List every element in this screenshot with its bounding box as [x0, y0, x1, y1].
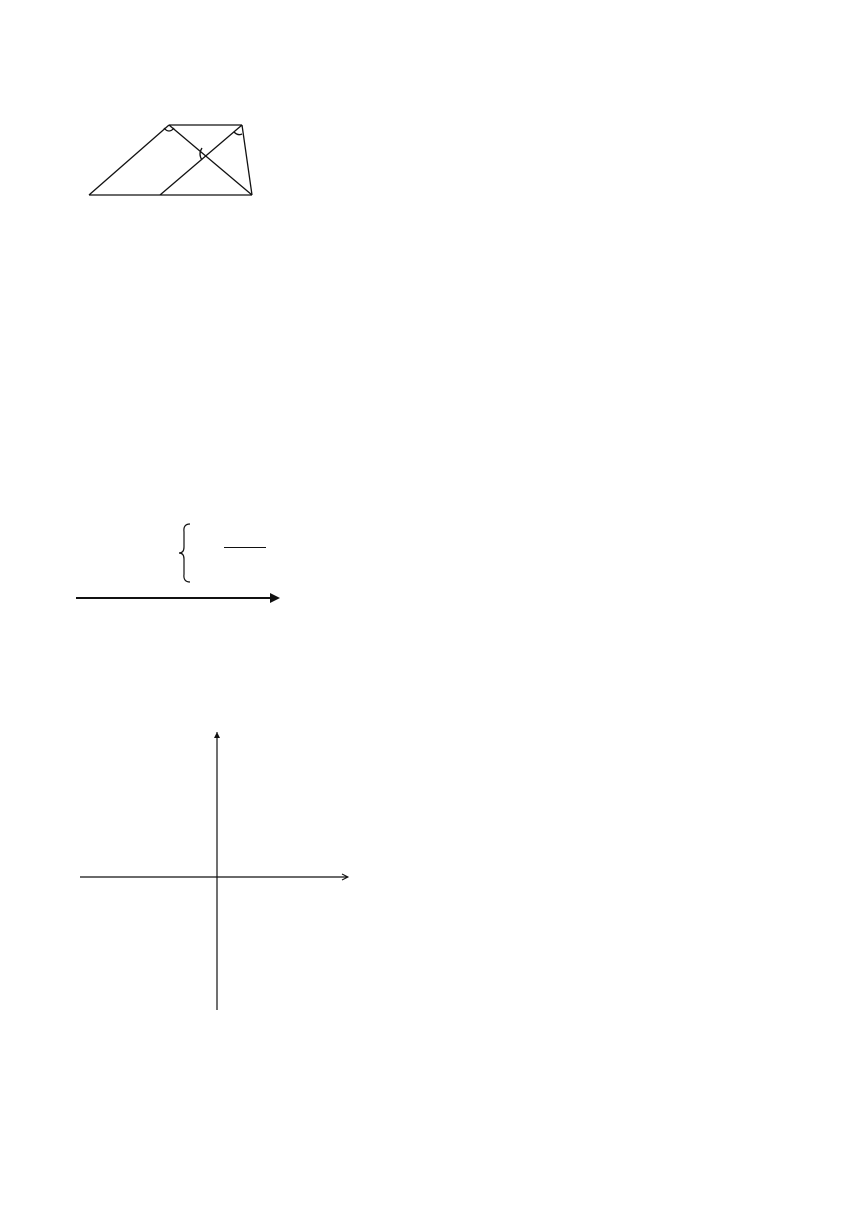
coordinate-grid	[80, 728, 356, 1012]
number-line	[74, 592, 286, 626]
angle-3-arc	[234, 132, 242, 135]
geometry-figure	[72, 104, 282, 216]
angle-2-arc	[200, 148, 202, 160]
q18-brace	[178, 522, 192, 584]
q18-eq2-numerator	[224, 547, 266, 548]
segment-dc	[242, 125, 252, 195]
segment-ab	[89, 125, 169, 195]
segment-de	[160, 125, 242, 195]
segment-ac	[169, 125, 252, 195]
